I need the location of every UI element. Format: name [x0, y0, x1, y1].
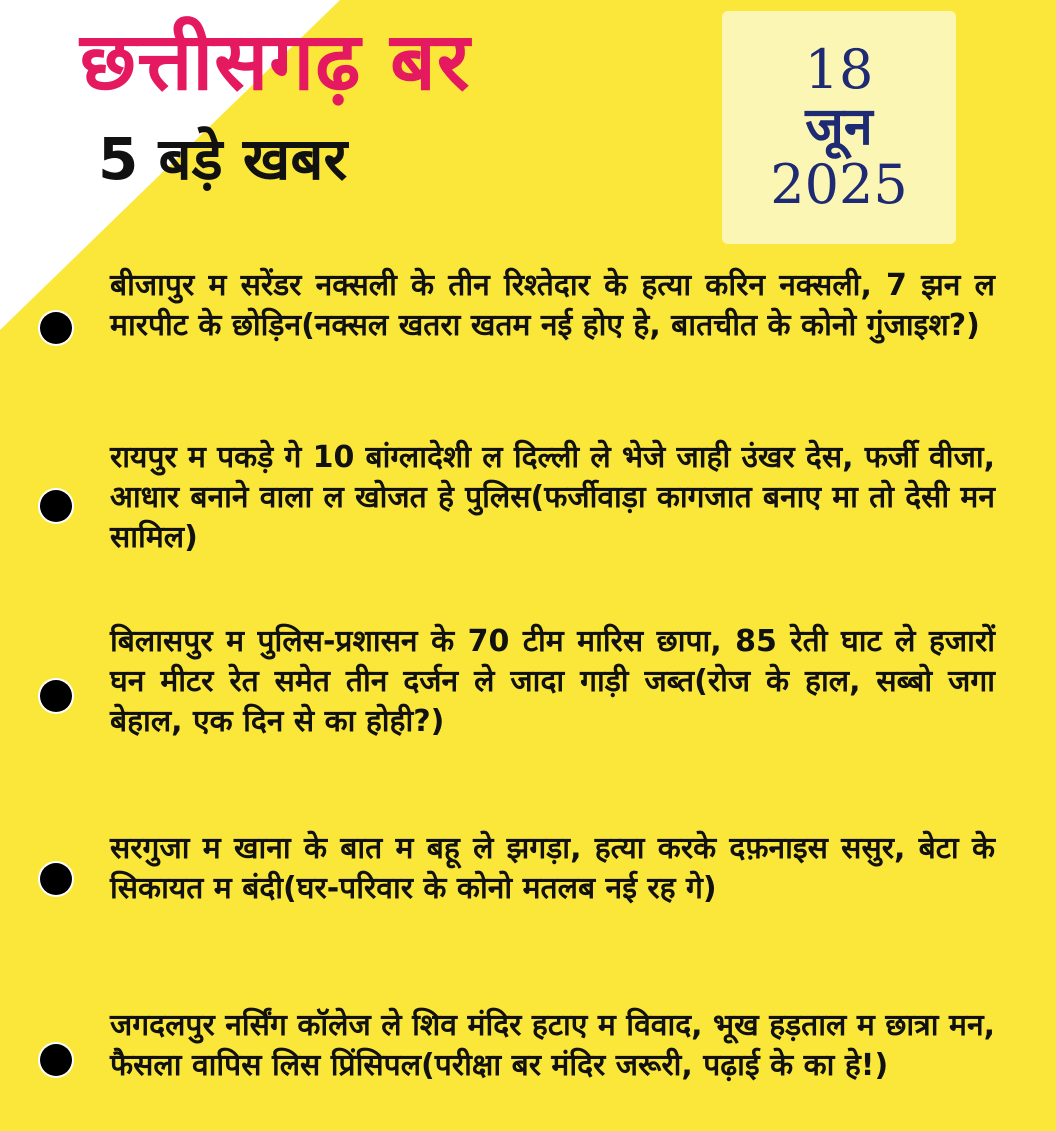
headline-title: छत्तीसगढ़ बर	[80, 15, 471, 108]
bullet-dot-icon	[40, 312, 72, 344]
news-text: जगदलपुर नर्सिंग कॉलेज ले शिव मंदिर हटाए म विवाद, भूख हड़ताल म छात्रा मन, फैसला वापिस लिस प्रिंसिपल(परीक्षा बर मंदिर जरूरी, पढ़ाई के का हे!)	[110, 1008, 995, 1083]
bullet-dot-icon	[40, 1044, 72, 1076]
news-text: रायपुर म पकड़े गे 10 बांग्लादेशी ल दिल्ली ले भेजे जाही उंखर देस, फर्जी वीजा, आधार बनाने वाला ल खोजत हे पुलिस(फर्जीवाड़ा कागजात बनाए मा तो देसी मन सामिल)	[110, 440, 995, 555]
bullet-dot-icon	[40, 490, 72, 522]
headline-subtitle: 5 बड़े खबर	[98, 125, 348, 193]
news-text: बिलासपुर म पुलिस-प्रशासन के 70 टीम मारिस छापा, 85 रेती घाट ले हजारों घन मीटर रेत समेत तीन दर्जन ले जादा गाड़ी जब्त(रोज के हाल, सब्बो जगा बेहाल, एक दिन से का होही?)	[110, 624, 995, 739]
news-text: बीजापुर म सरेंडर नक्सली के तीन रिश्तेदार के हत्या करिन नक्सली, 7 झन ल मारपीट के छोड़िन(नक्सल खतरा खतम नई होए हे, बातचीत के कोनो गुंजाइश?)	[110, 268, 995, 343]
bullet-dot-icon	[40, 863, 72, 895]
date-month: जून	[805, 97, 873, 158]
date-day: 18	[804, 38, 874, 102]
date-year: 2025	[770, 152, 908, 216]
bullet-dot-icon	[40, 680, 72, 712]
news-text: सरगुजा म खाना के बात म बहू ले झगड़ा, हत्या करके दफ़नाइस ससुर, बेटा के सिकायत म बंदी(घर-परिवार के कोनो मतलब नई रह गे)	[110, 831, 995, 906]
date-badge	[722, 11, 956, 244]
